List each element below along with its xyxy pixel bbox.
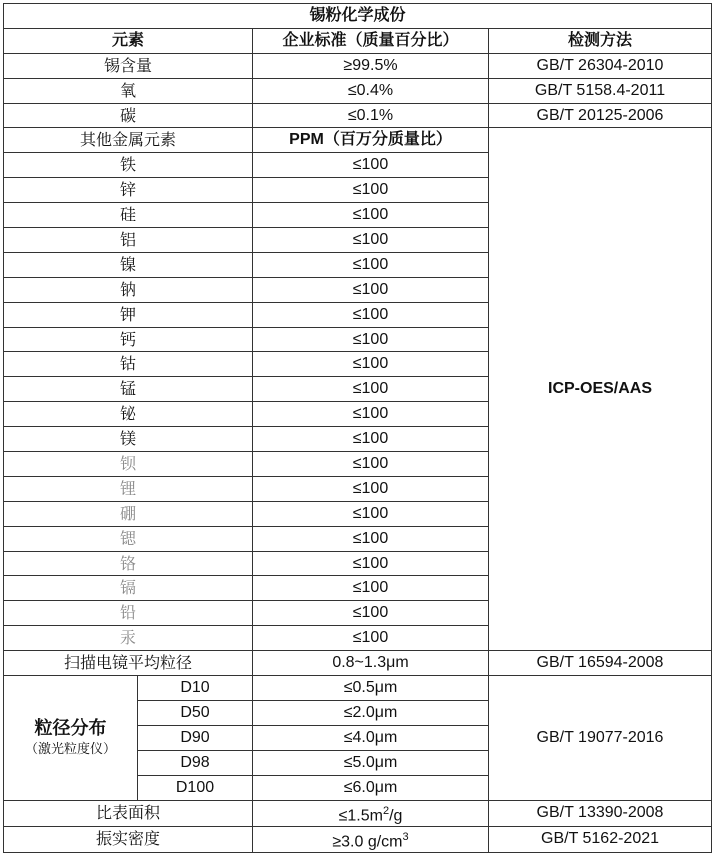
tap-row [4, 826, 712, 852]
header-row [4, 28, 712, 53]
tap-value [253, 826, 489, 852]
metal-name: 锂 [4, 476, 253, 501]
psd-d-label: D98 [138, 750, 253, 775]
bet-value-main: ≤1.5m [338, 806, 383, 824]
element-name: 碳 [4, 103, 253, 128]
metal-limit: ≤100 [253, 601, 489, 626]
tap-method: GB/T 5162-2021 [489, 826, 712, 852]
metal-limit: ≤100 [253, 302, 489, 327]
metal-limit: ≤100 [253, 452, 489, 477]
psd-d-label: D10 [138, 676, 253, 701]
psd-d-label: D50 [138, 700, 253, 725]
metal-limit: ≤100 [253, 178, 489, 203]
bet-method: GB/T 13390-2008 [489, 800, 712, 826]
sem-row [4, 651, 712, 676]
other-metals-header-row [4, 128, 712, 153]
metal-limit: ≤100 [253, 252, 489, 277]
metal-limit: ≤100 [253, 377, 489, 402]
metal-limit: ≤100 [253, 153, 489, 178]
element-value: ≤0.1% [253, 103, 489, 128]
metal-limit: ≤100 [253, 501, 489, 526]
metal-limit: ≤100 [253, 551, 489, 576]
metal-name: 钡 [4, 452, 253, 477]
psd-d-value: ≤2.0μm [253, 700, 489, 725]
test-method: GB/T 26304-2010 [489, 53, 712, 78]
main-row [4, 78, 712, 103]
metal-name: 汞 [4, 626, 253, 651]
test-method: GB/T 20125-2006 [489, 103, 712, 128]
header-standard: 企业标准（质量百分比） [253, 28, 489, 53]
metal-limit: ≤100 [253, 352, 489, 377]
metal-name: 锶 [4, 526, 253, 551]
metal-limit: ≤100 [253, 327, 489, 352]
metal-name: 钙 [4, 327, 253, 352]
metal-name: 镍 [4, 252, 253, 277]
header-element: 元素 [4, 28, 253, 53]
sem-value: 0.8~1.3μm [253, 651, 489, 676]
element-name: 锡含量 [4, 53, 253, 78]
tap-name: 振实密度 [4, 826, 253, 852]
sem-method: GB/T 16594-2008 [489, 651, 712, 676]
metal-name: 硅 [4, 203, 253, 228]
metal-limit: ≤100 [253, 402, 489, 427]
metal-limit: ≤100 [253, 427, 489, 452]
title-row [4, 4, 712, 29]
main-row [4, 103, 712, 128]
ppm-unit-header: PPM（百万分质量比） [253, 128, 489, 153]
table-title: 锡粉化学成份 [4, 4, 712, 29]
metal-limit: ≤100 [253, 476, 489, 501]
metal-limit: ≤100 [253, 576, 489, 601]
metal-name: 钠 [4, 277, 253, 302]
header-method: 检测方法 [489, 28, 712, 53]
metal-limit: ≤100 [253, 626, 489, 651]
element-name: 氧 [4, 78, 253, 103]
metal-name: 硼 [4, 501, 253, 526]
tap-value-sup: 3 [402, 830, 409, 843]
psd-title: 粒径分布 [34, 717, 107, 739]
metal-name: 锰 [4, 377, 253, 402]
element-value: ≤0.4% [253, 78, 489, 103]
bet-value-suffix: /g [389, 806, 403, 824]
psd-d-value: ≤0.5μm [253, 676, 489, 701]
metal-name: 锌 [4, 178, 253, 203]
metal-limit: ≤100 [253, 203, 489, 228]
tap-value-main: ≥3.0 g/cm [332, 833, 403, 851]
psd-method: GB/T 19077-2016 [489, 676, 712, 800]
psd-d-label: D90 [138, 725, 253, 750]
psd-d-value: ≤4.0μm [253, 725, 489, 750]
metal-name: 镁 [4, 427, 253, 452]
psd-d-value: ≤5.0μm [253, 750, 489, 775]
metal-name: 铬 [4, 551, 253, 576]
metal-name: 铁 [4, 153, 253, 178]
sem-name: 扫描电镜平均粒径 [4, 651, 253, 676]
other-metals-label: 其他金属元素 [4, 128, 253, 153]
psd-subtitle: （激光粒度仪） [24, 741, 116, 757]
tin-powder-spec-table [3, 3, 712, 853]
test-method: GB/T 5158.4-2011 [489, 78, 712, 103]
bet-row [4, 800, 712, 826]
bet-name: 比表面积 [4, 800, 253, 826]
metal-limit: ≤100 [253, 228, 489, 253]
element-value: ≥99.5% [253, 53, 489, 78]
metal-name: 铋 [4, 402, 253, 427]
bet-value [253, 800, 489, 826]
icp-method: ICP-OES/AAS [489, 128, 712, 651]
metal-name: 铅 [4, 601, 253, 626]
psd-label-cell [4, 676, 138, 800]
metal-name: 钾 [4, 302, 253, 327]
metal-name: 铝 [4, 228, 253, 253]
metal-name: 镉 [4, 576, 253, 601]
main-row [4, 53, 712, 78]
psd-d-value: ≤6.0μm [253, 775, 489, 800]
psd-d-label: D100 [138, 775, 253, 800]
psd-row [4, 676, 712, 701]
bet-value-sup: 2 [382, 804, 390, 817]
metal-name: 钴 [4, 352, 253, 377]
metal-limit: ≤100 [253, 526, 489, 551]
metal-limit: ≤100 [253, 277, 489, 302]
